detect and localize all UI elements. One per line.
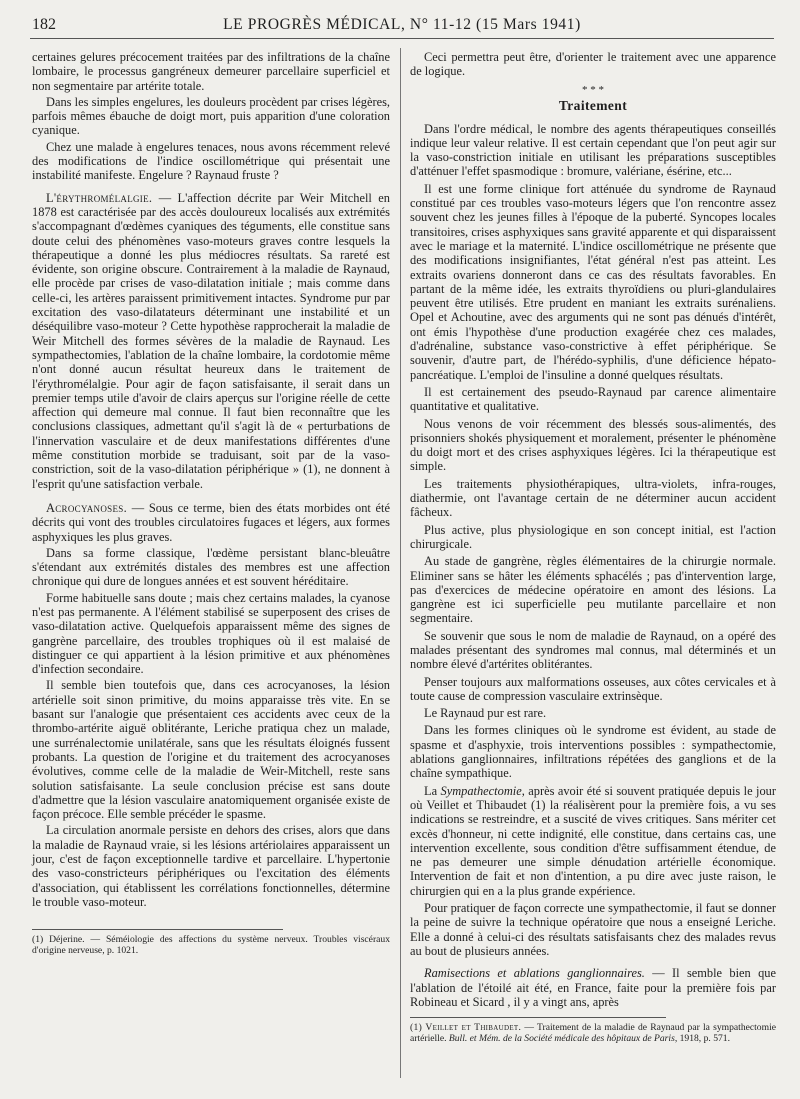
paragraph: Ceci permettra peut être, d'orienter le traitement avec une apparence de logique. (410, 50, 776, 79)
paragraph-text: La (424, 783, 441, 798)
paragraph: Le Raynaud pur est rare. (424, 706, 547, 721)
paragraph: Il semble bien toutefois que, dans ces acrocyanoses, la lésion artérielle soit sinon primitive, du moins apparaisse très vite. En se basant sur l'analogie que présentaient ces accidents avec ceux de la thrombo-artérite aiguë oblitérante, Leriche pratiqua chez un malade, une surrénalectomie unilatérale, sans que les résultats éloignés fussent probants. La question de l'origine et du traitement des acrocyanoses évolutives, comme celle de la maladie de Weir-Mitchell, reste sans solution satisfaisante. La seule conclusion précise est sans doute d'admettre que la lésion vasculaire anatomiquement organisée existe de façon précoce. Elle semble précéder le spasme. (32, 678, 390, 822)
paragraph-text: , après avoir été si souvent pratiquée depuis le jour où Veillet et Thibaudet (1) la réalisèrent pour la première fois, a vu ses indications se restreindre, et a suscité de vives critiques. Sans mériter cet excès d'honneur, ni cette indignité, elle constitue, dans certains cas, une intervention excellente, sous condition d'être suffisamment étendue, de ne pas demeurer une simple dénudation artérielle économique. Intervention de fait et non d'intention, a pu dire avec juste raison, le chirurgien qui en a la plus grande expérience. (410, 783, 776, 898)
paragraph: certaines gelures précocement traitées par des infiltrations de la chaîne lombaire, le processus gangréneux demeurer parcellaire superficiel et non segmentaire par artérite totale. (32, 50, 390, 93)
section-heading-erythromelalgie: L'érythromélalgie. (46, 190, 153, 205)
paragraph: Chez une malade à engelures tenaces, nous avons récemment relevé des modifications de l'indice oscillométrique qui présentait une instabilité manifeste. Engelure ? Raynaud fruste ? (32, 139, 390, 183)
paragraph-erythromelalgie (32, 191, 390, 491)
paragraph-acrocyanoses (32, 501, 390, 544)
paragraph: Les traitements physiothérapiques, ultra-violets, infra-rouges, diathermie, ont l'avantage certain de ne déterminer aucun accident fâcheux. (410, 476, 776, 520)
paragraph: Se souvenir que sous le nom de maladie de Raynaud, on a opéré des malades présentant des syndromes mal connus, mal déterminés et un nombre élevé d'artérites oblitérantes. (410, 628, 776, 672)
paragraph-text: — Sous ce terme, bien des états morbides ont été décrits qui vont des troubles circulatoires fugaces et légers, aux formes asphyxiques les plus graves. (32, 500, 390, 544)
footnote: (1) Déjerine. — Séméiologie des affections du système nerveux. Troubles viscéraux d'origine nerveuse, p. 1021. (32, 934, 390, 957)
italic-term: Sympathectomie (440, 783, 522, 798)
column-divider (400, 48, 401, 1078)
page-number: 182 (32, 16, 56, 33)
page-header (30, 14, 774, 39)
paragraph-ramisections (410, 966, 776, 1009)
footnote-journal: Bull. et Mém. de la Société médicale des hôpitaux de Paris (448, 1033, 675, 1045)
paragraph: Nous venons de voir récemment des blessés sous-alimentés, des prisonniers shokés physiquement et moralement, présenter le phénomène du doigt mort et des crises asphyxiques légères. Ici la thérapeutique est simple. (410, 416, 776, 474)
paragraph: Il est certainement des pseudo-Raynaud par carence alimentaire quantitative et qualitative. (410, 384, 776, 414)
paragraph: Dans sa forme classique, l'œdème persistant blanc-bleuâtre s'étendant aux extrémités distales des membres est une affection chronique qui dure de longues années et est souvent héréditaire. (32, 545, 390, 589)
paragraph: Au stade de gangrène, règles élémentaires de la chirurgie normale. Eliminer sans se hâter les éléments sphacélés ; pas d'intervention large, pas d'exercices de médecine opératoire en amont des lésions. La gangrène est ici superficielle peu mutilante parcellaire et non segmentaire. (410, 554, 776, 626)
paragraph: Dans les formes cliniques où le syndrome est évident, au stade de spasme et d'asphyxie, trois interventions possibles : sympathectomie, ablations ganglionnaires, infiltrations répétées des ganglions et de la chaîne sympathique. (410, 723, 776, 781)
footnote-authors: (1) Veillet et Thibaudet. (410, 1022, 522, 1034)
section-heading-acrocyanoses: Acrocyanoses. (46, 500, 127, 515)
footnote-text: , 1918, p. 571. (674, 1033, 730, 1045)
footnote-text: — Traitement de la maladie de Raynaud par la sympathectomie artérielle. (410, 1022, 776, 1045)
right-column (410, 50, 776, 1044)
footnote (410, 1022, 776, 1044)
italic-heading: Ramisections et ablations ganglionnaires. (424, 966, 645, 981)
paragraph: Penser toujours aux malformations osseuses, aux côtes cervicales et à toute cause de compression vasculaire extrinsèque. (410, 674, 776, 703)
footnote-rule (410, 1017, 666, 1018)
paragraph-text: — L'affection décrite par Weir Mitchell en 1878 est caractérisée par des accès douloureux localisés aux extrémités s'accompagnant d'œdèmes cyaniques des téguments, elle constitue sans doute celui des phénomènes vaso-moteurs graves contre lesquels la thérapeutique a donné les plus médiocres résultats. Sa rareté est évidente, son origine obscure. Contrairement à la maladie de Raynaud, elle procède par crises de vaso-dilatation initiale ; mais comme dans celle-ci, les artères paraissent primitivement intactes. Syndrome pur par excitation des vaso-dilatateurs déterminant une instabilité et un déséquilibre vaso-moteur ? Cette hypothèse rapprocherait la maladie de Weir Mitchell des formes sévères de la maladie de Raynaud. Les sympathectomies, l'ablation de la chaîne lombaire, la cordotomie même n'ont donné aucun résultat heureux dans le traitement de l'érythromélalgie. Pour agir de façon satisfaisante, il serait dans un premier temps utile d'avoir de clairs aperçus sur l'origine réelle de cette affection qui demeure mal connue. Il faut bien reconnaître que les conclusions classiques, admettant qu'il s'agit là de « perturbations de l'innervation vasculaire et de deux manifestations différentes d'une même constitution morbide se traduisant, soit par de la vaso-constriction, soit de la vaso-dilatation périphérique » (1), ne donnent à l'esprit qu'une satisfaction verbale. (32, 190, 390, 491)
paragraph: Pour pratiquer de façon correcte une sympathectomie, il faut se donner la peine de suivre la technique opératoire que nous a enseigné Leriche. Elle a donné à celui-ci des résultats satisfaisants chez des malades revus au bout de plusieurs années. (410, 901, 776, 958)
section-separator: * * * (582, 83, 604, 96)
paragraph: Dans les simples engelures, les douleurs procèdent par crises légères, parfois mêmes ébauche de doigt mort, puis apparition d'une coloration cyanique. (32, 94, 390, 138)
paragraph: Dans l'ordre médical, le nombre des agents thérapeutiques conseillés indique leur valeur relative. Il est certain cependant que l'on peut agir sur la vaso-constriction initiale en utilisant les préparations susceptibles d'atténuer l'effet spasmodique : bromure, valériane, ésérine, etc... (410, 121, 776, 179)
paragraph: Forme habituelle sans doute ; mais chez certains malades, la cyanose n'est pas permanente. A l'élément stabilisé se superposent des crises de vaso-dilatation active. Quelquefois apparaissent même des signes de gangrène parcellaire, des troubles trophiques où il est malaisé de distinguer ce qui appartient à la lésion primitive et aux phénomènes d'infection secondaire. (32, 590, 390, 677)
paragraph: Il est une forme clinique fort atténuée du syndrome de Raynaud constitué par ces troubles vaso-moteurs légers que l'on rencontre assez souvent chez les jeunes filles à l'époque de la puberté. Syncopes locales transitoires, crises asphyxiques sans gravité apparente et qui disparaissent avec le mariage et la maternité. L'indice oscillométrique ne présente que des modifications insignifiantes, l'état général n'est pas atteint. Les extraits ovariens donneront dans ce cas des résultats favorables. En partant de la même idée, les extraits thyroïdiens ou pluri-glandulaires peuvent être utilisés. Etre prudent en maniant les extraits surénaliens. Opel et Achoutine, avec des arguments qui ne sont pas dénués d'intérêt, ont émis l'hypothèse d'une production exagérée chez ces malades, d'adrénaline, substance vaso-constrictive à effet périphérique. Se souvenir, d'autre part, de l'hérédo-syphilis, d'une déficience hépato-pancréatique. L'emploi de l'insuline a donné quelques résultats. (410, 181, 776, 382)
running-title: LE PROGRÈS MÉDICAL, N° 11-12 (15 Mars 1941) (223, 16, 581, 33)
paragraph-text: — Il semble bien que l'ablation de l'étoilé ait été, en France, faite pour la première fois par Robineau et Sicard , il y a vingt ans, après (410, 966, 776, 1009)
paragraph: La circulation anormale persiste en dehors des crises, alors que dans la maladie de Raynaud vraie, si les lésions artériolaires apparaissent un jour, c'est de façon exceptionnelle tardive et parcellaire. L'hypertonie des vaso-constricteurs périphériques ou l'excitation des éléments d'association, qui établissent les corrélations fonctionnelles, détermine le trouble vaso-moteur. (32, 823, 390, 909)
paragraph: Plus active, plus physiologique en son concept initial, est l'action chirurgicale. (410, 522, 776, 551)
section-title-traitement: Traitement (558, 97, 628, 113)
footnote-rule (32, 929, 283, 930)
paragraph-sympathectomie (410, 784, 776, 898)
left-column (32, 50, 390, 956)
